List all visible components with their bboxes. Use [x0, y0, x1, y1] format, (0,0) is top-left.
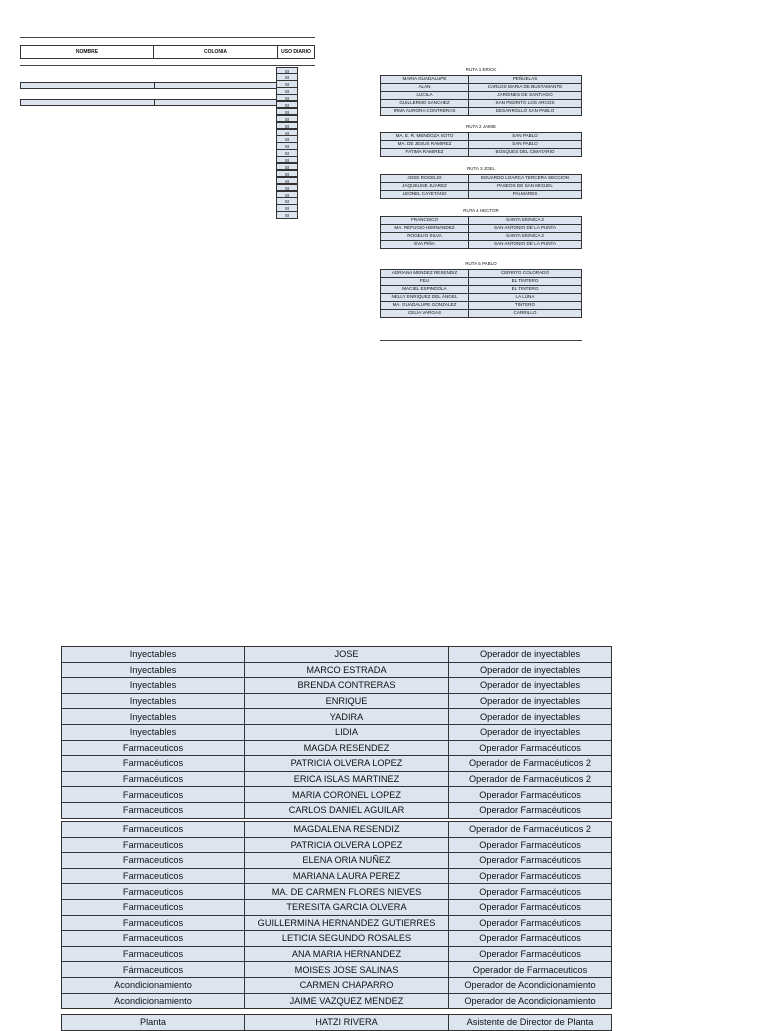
uso-diario-cell: SI — [276, 73, 298, 80]
uso-diario-column — [276, 67, 298, 219]
route-table — [380, 269, 582, 318]
staff-name: ERICA ISLAS MARTINEZ — [245, 771, 449, 787]
staff-row — [62, 756, 612, 772]
staff-name: HATZI RIVERA — [245, 1015, 449, 1031]
uso-diario-cell: SI — [276, 184, 298, 191]
route-row — [381, 240, 582, 248]
staff-row — [62, 977, 612, 993]
route-row — [381, 285, 582, 293]
passenger-colonia: CARLOS MARIA DE BUSTAMANTE — [469, 83, 582, 91]
staff-role: Operador de inyectables — [449, 724, 612, 740]
staff-name: JAIME VAZQUEZ MENDEZ — [245, 993, 449, 1009]
passenger-colonia: TINTERO — [469, 301, 582, 309]
staff-role: Operador de inyectables — [449, 662, 612, 678]
staff-row — [62, 647, 612, 663]
staff-role: Operador Farmacéuticos — [449, 915, 612, 931]
staff-row — [62, 724, 612, 740]
staff-role: Operador Farmacéuticos — [449, 868, 612, 884]
passenger-colonia: SAN ANTONIO DE LA PUNTA — [469, 240, 582, 248]
uso-diario-cell: SI — [276, 129, 298, 136]
staff-role: Operador de Farmacéuticos 2 — [449, 822, 612, 838]
route-row — [381, 216, 582, 224]
staff-area: Farmaceuticos — [62, 946, 245, 962]
route-title: RUTA 5 PABLO — [465, 261, 497, 266]
passenger-colonia: SANTA MONICA 2 — [469, 232, 582, 240]
route-row — [381, 190, 582, 198]
route-row — [381, 132, 582, 140]
uso-diario-cell: SI — [276, 191, 298, 198]
route-row — [381, 182, 582, 190]
passenger-colonia: CARRILLO — [469, 309, 582, 317]
route-table — [380, 216, 582, 249]
staff-row — [62, 678, 612, 694]
staff-row — [62, 787, 612, 803]
uso-diario-cell: SI — [276, 197, 298, 204]
staff-area: Inyectables — [62, 693, 245, 709]
uso-diario-cell: SI — [276, 135, 298, 142]
route-row — [381, 293, 582, 301]
passenger-name: FATIMA RAMIREZ — [381, 148, 469, 156]
uso-diario-cell: SI — [276, 149, 298, 156]
uso-diario-cell: SI — [276, 163, 298, 170]
routes-bottom-rule — [380, 340, 582, 341]
passenger-colonia: EL TINTERO — [469, 285, 582, 293]
staff-name: GUILLERMINA HERNANDEZ GUTIERRES — [245, 915, 449, 931]
staff-area: Inyectables — [62, 709, 245, 725]
route-row — [381, 232, 582, 240]
staff-row — [62, 1015, 612, 1031]
uso-diario-cell: SI — [276, 101, 298, 108]
passenger-name: IRMA AURORA CONTRERAS — [381, 107, 469, 115]
staff-row — [62, 868, 612, 884]
route-title: RUTA 4 HECTOR — [463, 208, 499, 213]
passenger-colonia: BOSQUES DEL CIMATARIO — [469, 148, 582, 156]
passenger-name: MA. REFUGIO HERNANDEZ — [381, 224, 469, 232]
route-row — [381, 83, 582, 91]
uso-diario-cell: SI — [276, 94, 298, 101]
passenger-colonia: EL TINTERO — [469, 277, 582, 285]
route-row — [381, 174, 582, 182]
route-row — [381, 269, 582, 277]
staff-role: Operador Farmacéuticos — [449, 802, 612, 818]
attendance-top-rule — [20, 37, 315, 38]
staff-row — [62, 662, 612, 678]
uso-diario-cell: SI — [276, 142, 298, 149]
passenger-name: MACIEL ESPINDOLA — [381, 285, 469, 293]
route-row — [381, 91, 582, 99]
staff-area: Farmaceuticos — [62, 884, 245, 900]
passenger-colonia: EDUARDO LOARCA TERCERA SECCION — [469, 174, 582, 182]
staff-role: Operador Farmacéuticos — [449, 740, 612, 756]
route-title: RUTA 1 ERICK — [465, 67, 497, 72]
staff-area: Farmaceuticos — [62, 915, 245, 931]
staff-row — [62, 915, 612, 931]
route-table — [380, 174, 582, 199]
staff-area: Inyectables — [62, 662, 245, 678]
staff-name: BRENDA CONTRERAS — [245, 678, 449, 694]
staff-area: Fármaceuticos — [62, 962, 245, 978]
staff-role: Operador de inyectables — [449, 709, 612, 725]
staff-role: Operador de Farmacéuticos 2 — [449, 771, 612, 787]
route-row — [381, 75, 582, 83]
staff-area: Farmaceuticos — [62, 802, 245, 818]
staff-area: Farmaceuticos — [62, 822, 245, 838]
passenger-name: MARIA GUADALUPE — [381, 75, 469, 83]
staff-role: Operador Farmacéuticos — [449, 787, 612, 803]
staff-row — [62, 740, 612, 756]
route-row — [381, 301, 582, 309]
attendance-empty-row — [20, 99, 277, 106]
route-row — [381, 99, 582, 107]
passenger-colonia: SAN ANTONIO DE LA PUNTA — [469, 224, 582, 232]
staff-role: Operador Farmacéuticos — [449, 931, 612, 947]
passenger-name: FRANCISCO — [381, 216, 469, 224]
staff-name: ELENA ORIA NUÑEZ — [245, 853, 449, 869]
passenger-colonia: SAN PEDRITO LOS ARCOS — [469, 99, 582, 107]
attendance-rule — [20, 65, 315, 66]
staff-role: Operador de inyectables — [449, 693, 612, 709]
passenger-colonia: PALMARES — [469, 190, 582, 198]
passenger-name: EVA PIÑA — [381, 240, 469, 248]
staff-role: Operador de inyectables — [449, 678, 612, 694]
staff-table — [61, 1014, 612, 1031]
staff-area: Farmaceuticos — [62, 787, 245, 803]
passenger-name: ADRIANA MENDEZ RESENDIZ — [381, 269, 469, 277]
staff-name: ENRIQUE — [245, 693, 449, 709]
staff-name: MAGDALENA RESENDIZ — [245, 822, 449, 838]
staff-area: Farmaceuticos — [62, 837, 245, 853]
passenger-colonia: PASEOS DE SAN MIGUEL — [469, 182, 582, 190]
staff-name: TERESITA GARCIA OLVERA — [245, 899, 449, 915]
staff-area: Inyectables — [62, 678, 245, 694]
passenger-name: JOSE ROGELIO — [381, 174, 469, 182]
passenger-colonia: LA LUNA — [469, 293, 582, 301]
passenger-name: MA. GUADALUPE GONZALEZ — [381, 301, 469, 309]
uso-diario-cell: SI — [276, 204, 298, 211]
staff-area: Inyectables — [62, 647, 245, 663]
uso-diario-cell: SI — [276, 156, 298, 163]
staff-row — [62, 709, 612, 725]
staff-area: Farmacéuticos — [62, 756, 245, 772]
passenger-colonia: PEÑUELAS — [469, 75, 582, 83]
staff-area: Inyectables — [62, 724, 245, 740]
uso-diario-cell: SI — [276, 80, 298, 87]
staff-name: MAGDA RESENDEZ — [245, 740, 449, 756]
staff-area: Farmaceuticos — [62, 868, 245, 884]
header-nombre: NOMBRE — [21, 46, 154, 58]
header-colonia: COLONIA — [154, 46, 278, 58]
staff-name: LETICIA SEGUNDO ROSALES — [245, 931, 449, 947]
staff-row — [62, 993, 612, 1009]
staff-role: Operador de Farmacéuticos 2 — [449, 756, 612, 772]
passenger-colonia: SAN PABLO — [469, 132, 582, 140]
staff-row — [62, 802, 612, 818]
route-table — [380, 75, 582, 116]
staff-row — [62, 771, 612, 787]
passenger-name: ALAN — [381, 83, 469, 91]
staff-name: MARIANA LAURA PEREZ — [245, 868, 449, 884]
route-row — [381, 148, 582, 156]
passenger-colonia: CERRITO COLORADO — [469, 269, 582, 277]
uso-diario-cell: SI — [276, 67, 298, 74]
passenger-name: GUILLERMO SANCHEZ — [381, 99, 469, 107]
route-row — [381, 224, 582, 232]
staff-role: Operador de Farmaceuticos — [449, 962, 612, 978]
attendance-header — [20, 45, 315, 59]
staff-area: Acondicionamiento — [62, 977, 245, 993]
route-row — [381, 140, 582, 148]
passenger-name: FELI — [381, 277, 469, 285]
route-row — [381, 277, 582, 285]
staff-role: Asistente de Director de Planta — [449, 1015, 612, 1031]
passenger-colonia: SAN PABLO — [469, 140, 582, 148]
staff-role: Operador de Acondicionamiento — [449, 977, 612, 993]
staff-row — [62, 853, 612, 869]
staff-role: Operador de Acondicionamiento — [449, 993, 612, 1009]
passenger-name: LEONEL CAYETANO — [381, 190, 469, 198]
route-table — [380, 132, 582, 157]
uso-diario-cell: SI — [276, 108, 298, 115]
uso-diario-cell: SI — [276, 170, 298, 177]
staff-name: LIDIA — [245, 724, 449, 740]
staff-area: Farmaceuticos — [62, 931, 245, 947]
staff-name: CARMEN CHAPARRO — [245, 977, 449, 993]
passenger-colonia: JARDINES DE SANTIAGO — [469, 91, 582, 99]
attendance-empty-row — [20, 82, 277, 89]
staff-name: MA. DE CARMEN FLORES NIEVES — [245, 884, 449, 900]
uso-diario-cell: SI — [276, 122, 298, 129]
staff-name: JOSE — [245, 647, 449, 663]
passenger-name: CELIA VARGAS — [381, 309, 469, 317]
route-row — [381, 309, 582, 317]
staff-role: Operador Farmacéuticos — [449, 884, 612, 900]
staff-row — [62, 931, 612, 947]
staff-row — [62, 822, 612, 838]
passenger-name: NELLY ENRIQUEZ DEL ÁNGEL — [381, 293, 469, 301]
staff-role: Operador Farmacéuticos — [449, 837, 612, 853]
staff-name: PATRICIA OLVERA LOPEZ — [245, 837, 449, 853]
staff-name: PATRICIA OLVERA LOPEZ — [245, 756, 449, 772]
staff-role: Operador de inyectables — [449, 647, 612, 663]
staff-name: ANA MARIA HERNANDEZ — [245, 946, 449, 962]
staff-area: Planta — [62, 1015, 245, 1031]
staff-area: Farmaceuticos — [62, 740, 245, 756]
staff-area: Acondicionamiento — [62, 993, 245, 1009]
passenger-name: ROGELIO SILVA — [381, 232, 469, 240]
staff-table — [61, 646, 612, 819]
passenger-name: LUCILA — [381, 91, 469, 99]
staff-role: Operador Farmacéuticos — [449, 899, 612, 915]
staff-name: MARIA CORONEL LOPEZ — [245, 787, 449, 803]
staff-name: CARLOS DANIEL AGUILAR — [245, 802, 449, 818]
staff-role: Operador Farmacéuticos — [449, 946, 612, 962]
uso-diario-cell: SI — [276, 115, 298, 122]
passenger-colonia: DESARROLLO SAN PABLO — [469, 107, 582, 115]
uso-diario-cell: SI — [276, 87, 298, 94]
staff-area: Farmaceuticos — [62, 899, 245, 915]
header-uso-diario: USO DIARIO — [281, 49, 311, 55]
passenger-colonia: SANTA MONICA 2 — [469, 216, 582, 224]
route-row — [381, 107, 582, 115]
staff-name: YADIRA — [245, 709, 449, 725]
staff-row — [62, 837, 612, 853]
route-title: RUTA 3 JOEL — [467, 166, 495, 171]
staff-row — [62, 693, 612, 709]
staff-name: MOISES JOSE SALINAS — [245, 962, 449, 978]
staff-table — [61, 821, 612, 1009]
staff-name: MARCO ESTRADA — [245, 662, 449, 678]
staff-row — [62, 946, 612, 962]
passenger-name: MA. DE JESUS RAMIREZ — [381, 140, 469, 148]
staff-row — [62, 899, 612, 915]
route-title: RUTA 2 JAIME — [466, 124, 496, 129]
passenger-name: MA. E. R. MENDOZA SOTO — [381, 132, 469, 140]
uso-diario-cell: SI — [276, 211, 298, 218]
staff-area: Farmacéuticos — [62, 771, 245, 787]
staff-role: Operador Farmacéuticos — [449, 853, 612, 869]
staff-area: Farmaceuticos — [62, 853, 245, 869]
staff-row — [62, 962, 612, 978]
passenger-name: JAQUELINE JUAREZ — [381, 182, 469, 190]
staff-row — [62, 884, 612, 900]
uso-diario-cell: SI — [276, 177, 298, 184]
